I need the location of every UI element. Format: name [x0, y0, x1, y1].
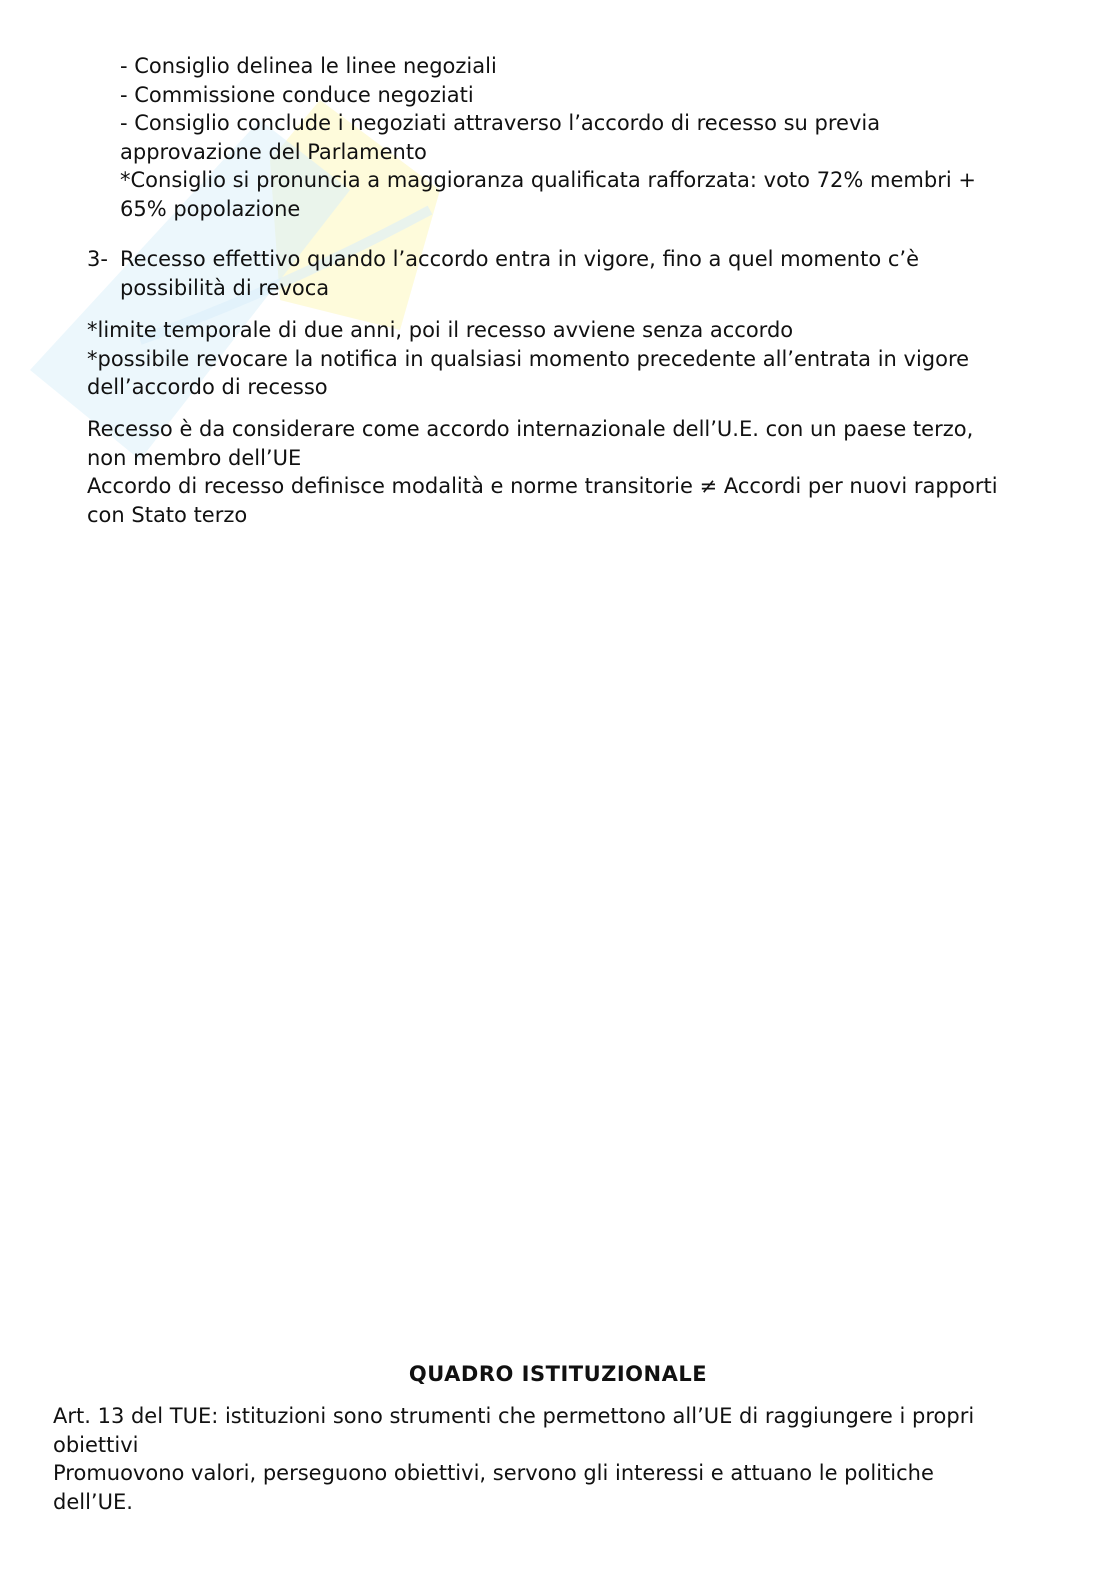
text-line: - Commissione conduce negoziati: [120, 82, 474, 107]
list-item-3: [120, 245, 919, 302]
text-line: approvazione del Parlamento: [120, 139, 427, 164]
text-line: - Consiglio delinea le linee negoziali: [120, 54, 497, 78]
text-line: *Consiglio si pronuncia a maggioranza qualificata rafforzata: voto 72% membri +: [120, 168, 976, 192]
text-line: dell’UE.: [53, 1489, 133, 1514]
negotiation-steps: [120, 52, 976, 223]
text-line: Accordo di recesso definisce modalità e norme transitorie ≠ Accordi per nuovi rapporti: [87, 474, 998, 498]
text-line: *limite temporale di due anni, poi il recesso avviene senza accordo: [87, 318, 794, 342]
list-number: 3-: [87, 247, 108, 271]
text-line: obiettivi: [53, 1432, 139, 1457]
text-line: possibilità di revoca: [120, 275, 330, 300]
text-line: non membro dell’UE: [87, 445, 302, 470]
notes-block: [87, 316, 969, 402]
text-line: Art. 13 del TUE: istituzioni sono strumenti che permettono all’UE di raggiungere i propri: [53, 1404, 975, 1428]
text-line: Promuovono valori, perseguono obiettivi, servono gli interessi e attuano le politiche: [53, 1461, 934, 1485]
quadro-paragraph: [53, 1402, 974, 1516]
recesso-paragraph: [87, 415, 998, 529]
text-line: Recesso è da considerare come accordo internazionale dell’U.E. con un paese terzo,: [87, 417, 974, 441]
text-line: dell’accordo di recesso: [87, 375, 328, 399]
section-heading: QUADRO ISTITUZIONALE: [408, 1362, 708, 1386]
text-line: *possibile revocare la notifica in qualsiasi momento precedente all’entrata in vigore: [87, 346, 970, 371]
text-line: 65% popolazione: [120, 196, 301, 221]
text-line: con Stato terzo: [87, 502, 248, 527]
text-line: - Consiglio conclude i negoziati attraverso l’accordo di recesso su previa: [120, 111, 881, 135]
text-line: Recesso effettivo quando l’accordo entra in vigore, fino a quel momento c’è: [120, 247, 920, 271]
